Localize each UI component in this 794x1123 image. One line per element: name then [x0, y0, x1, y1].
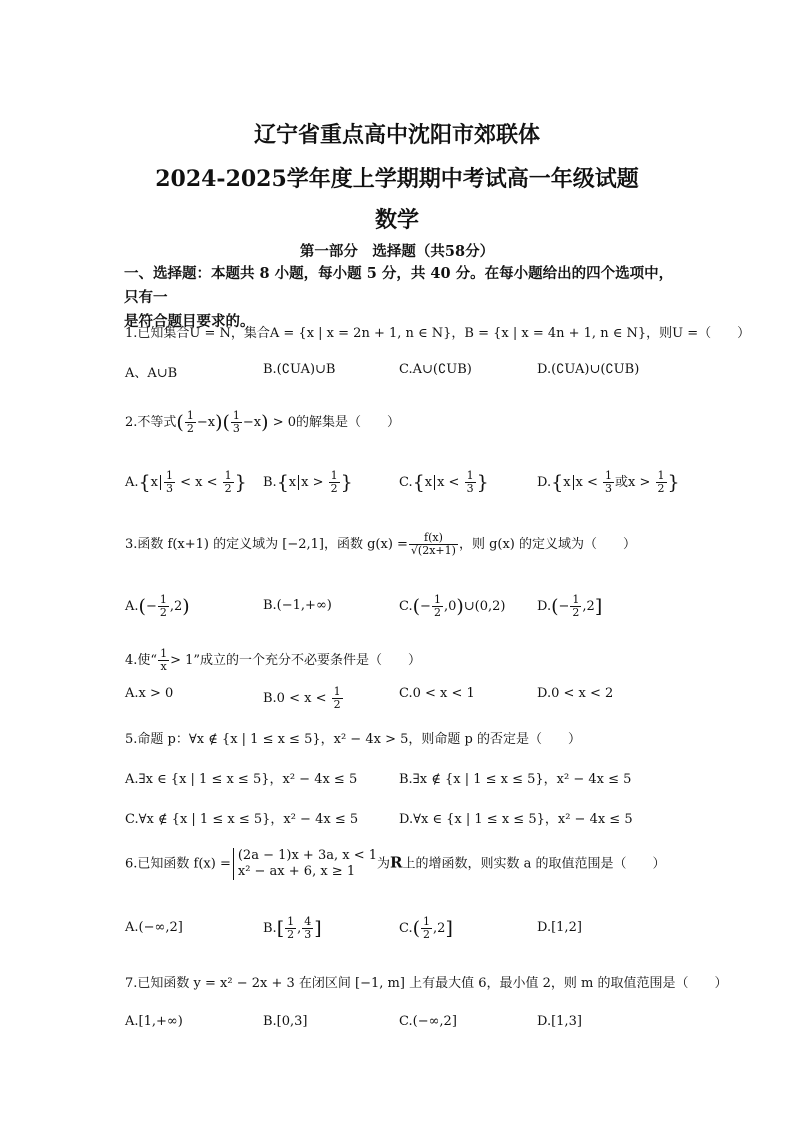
- question-4-options: [125, 686, 685, 712]
- q5-option-c[interactable]: C.∀x ∉ {x | 1 ≤ x ≤ 5}，x² − 4x ≤ 5: [125, 812, 359, 827]
- question-6-stem: 6.已知函数 f(x) = (2a − 1)x + 3a, x < 1 x² − ax + 6, x ≥ 1 为R上的增函数，则实数 a 的取值范围是（ ）: [125, 848, 666, 879]
- q2-prefix: 2.不等式: [125, 415, 177, 430]
- question-3-stem: 3.函数 f(x+1) 的定义域为 [−2,1]，函数 g(x) = $\frac{f(x)}{√(2x+1)}$ ，则 g(x) 的定义域为（ ）: [125, 531, 636, 557]
- subject-title: 数学: [374, 207, 419, 233]
- q6-option-b[interactable]: B.[ $\frac{1}{2}$ , $\frac{4}{3}$ ]: [263, 915, 322, 941]
- q3-option-d[interactable]: D.(− $\frac{1}{2}$ ,2]: [537, 593, 603, 619]
- q2-option-a[interactable]: A.{x $\frac{1}{3}$ < x < $\frac{1}{2}$ }: [125, 469, 247, 495]
- q1-option-b[interactable]: B.(∁UA)∪B: [263, 362, 336, 377]
- q2-option-d[interactable]: D.{x x < $\frac{1}{3}$ 或x > $\frac{1}{2}$ }: [537, 469, 680, 495]
- question-4-stem: 4.使“ $\frac{1}{x}$ > 1”成立的一个充分不必要条件是（ ）: [125, 647, 422, 673]
- question-5-options-row-1: [125, 768, 685, 794]
- question-7-stem: 7.已知函数 y = x² − 2x + 3 在闭区间 [−1, m] 上有最大值 6，最小值 2，则 m 的取值范围是（ ）: [125, 976, 728, 991]
- question-7-options: [125, 1014, 685, 1040]
- section-line-1: 一、选择题：本题共 8 小题，每小题 5 分，共 40 分。在每小题给出的四个选项中，只有一: [124, 265, 674, 306]
- question-2-stem: 2.不等式( $\frac{1}{2}$ −x)( $\frac{1}{3}$ −x) > 0的解集是（ ）: [125, 409, 401, 435]
- q2-suffix: 的解集是（ ）: [296, 415, 401, 430]
- q4-option-c[interactable]: C.0 < x < 1: [399, 686, 475, 701]
- q6-option-c[interactable]: C.( $\frac{1}{2}$ ,2]: [399, 915, 453, 941]
- section-line-2: 是符合题目要求的。: [124, 313, 255, 330]
- question-6-options: [125, 916, 685, 942]
- q5-option-d[interactable]: D.∀x ∈ {x | 1 ≤ x ≤ 5}，x² − 4x ≤ 5: [399, 812, 633, 827]
- q4-option-a[interactable]: A.x > 0: [125, 686, 174, 701]
- q4-option-b[interactable]: B.0 < x < $\frac{1}{2}$: [263, 685, 341, 711]
- question-5-options-row-2: [125, 808, 685, 834]
- question-1-options: [125, 362, 685, 388]
- part-title: 第一部分 选择题（共58分）: [299, 243, 495, 260]
- q2-option-b[interactable]: B.{x x > $\frac{1}{2}$ }: [263, 469, 353, 495]
- q4-option-d[interactable]: D.0 < x < 2: [537, 686, 614, 701]
- question-5-stem: 5.命题 p：∀x ∉ {x | 1 ≤ x ≤ 5}，x² − 4x > 5，则命题 p 的否定是（ ）: [125, 732, 581, 747]
- question-2-options: [125, 470, 685, 496]
- q7-option-d[interactable]: D.[1,3]: [537, 1014, 582, 1029]
- q6-option-d[interactable]: D.[1,2]: [537, 920, 582, 935]
- q2-option-c[interactable]: C.{x x < $\frac{1}{3}$ }: [399, 469, 489, 495]
- q1-option-c[interactable]: C.A∪(∁UB): [399, 362, 472, 377]
- q3-option-b[interactable]: B.(−1,+∞): [263, 598, 332, 613]
- q7-option-c[interactable]: C.(−∞,2]: [399, 1014, 457, 1029]
- question-1-stem: 1.已知集合U = N，集合A = {x | x = 2n + 1, n ∈ N}，B = {x | x = 4n + 1, n ∈ N}，则U =（ ）: [125, 326, 751, 341]
- q3-option-c[interactable]: C.(− $\frac{1}{2}$ ,0)∪(0,2): [399, 593, 506, 619]
- q6-option-a[interactable]: A.(−∞,2]: [125, 920, 183, 935]
- q7-option-b[interactable]: B.[0,3]: [263, 1014, 308, 1029]
- q5-option-b[interactable]: B.∃x ∉ {x | 1 ≤ x ≤ 5}，x² − 4x ≤ 5: [399, 772, 632, 787]
- q5-option-a[interactable]: A.∃x ∈ {x | 1 ≤ x ≤ 5}，x² − 4x ≤ 5: [125, 772, 358, 787]
- exam-title: 2024-2025学年度上学期期中考试高一年级试题: [155, 166, 639, 192]
- school-title: 辽宁省重点高中沈阳市郊联体: [253, 122, 540, 148]
- q1-option-d[interactable]: D.(∁UA)∪(∁UB): [537, 362, 640, 377]
- q1-option-a[interactable]: A、A∪B: [125, 366, 178, 381]
- q3-option-a[interactable]: A.(− $\frac{1}{2}$ ,2): [125, 593, 190, 619]
- question-3-options: [125, 594, 685, 620]
- q7-option-a[interactable]: A.[1,+∞): [125, 1014, 183, 1029]
